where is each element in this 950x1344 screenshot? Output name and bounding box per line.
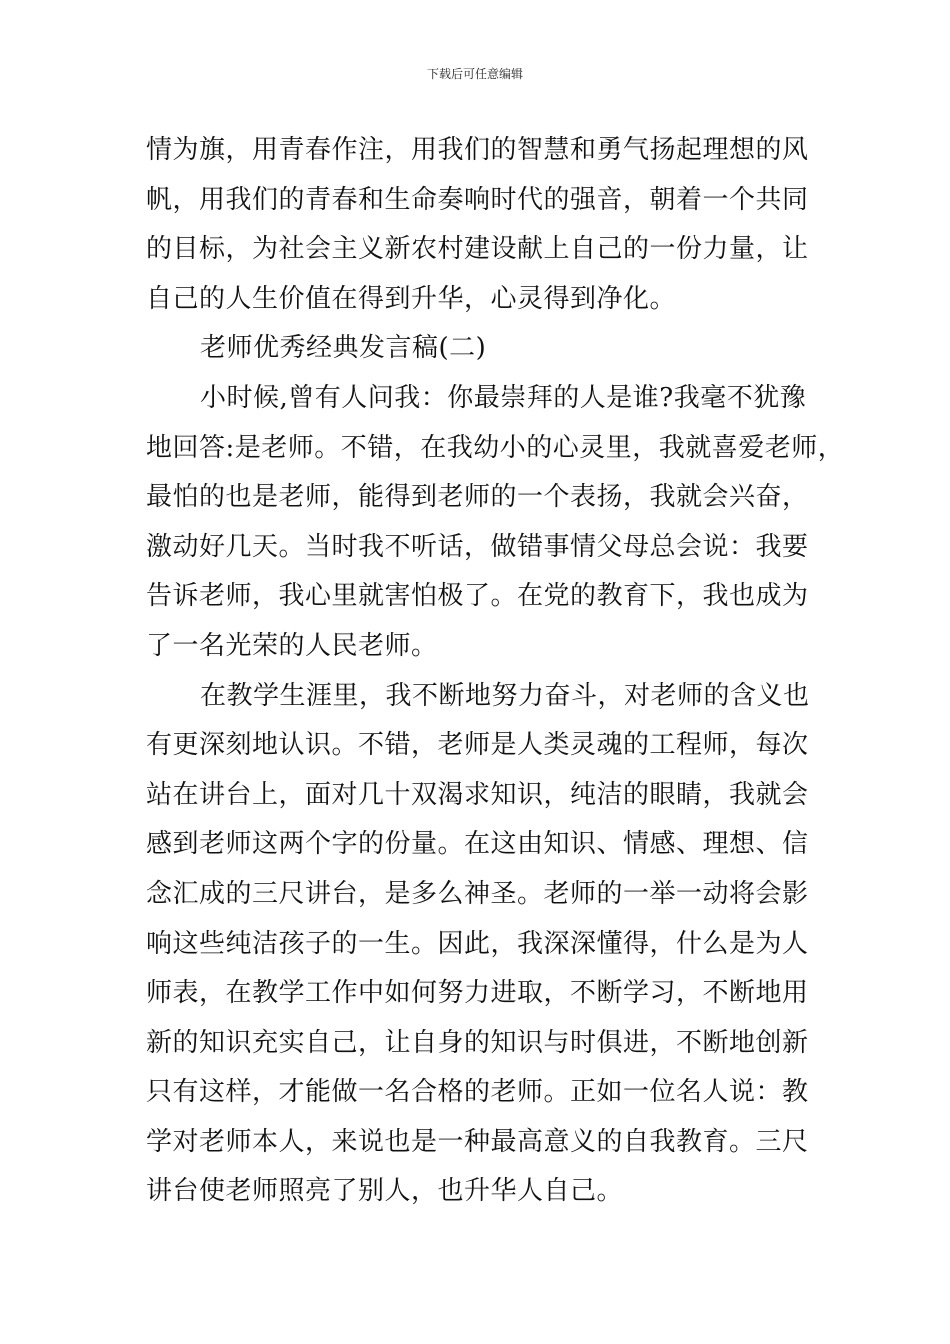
- text-line: 感到老师这两个字的份量。在这由知识、情感、理想、信: [146, 829, 809, 860]
- document-body: [146, 126, 845, 1217]
- text-line: 小时候,曾有人问我：你最崇拜的人是谁?我毫不犹豫: [200, 382, 807, 413]
- text-line: 学对老师本人，来说也是一种最高意义的自我教育。三尺: [146, 1126, 809, 1157]
- text-line: 新的知识充实自己，让自身的知识与时俱进，不断地创新: [146, 1027, 809, 1058]
- page-header: 下载后可任意编辑: [426, 67, 523, 81]
- text-line: 念汇成的三尺讲台，是多么神圣。老师的一举一动将会影: [146, 878, 809, 909]
- text-line: 地回答:是老师。不错，在我幼小的心灵里，我就喜爱老师，: [146, 432, 845, 463]
- text-line: 的目标，为社会主义新农村建设献上自己的一份力量，让: [146, 234, 809, 265]
- text-line: 告诉老师，我心里就害怕极了。在党的教育下，我也成为: [146, 581, 809, 612]
- text-line: 在教学生涯里，我不断地努力奋斗，对老师的含义也: [200, 680, 810, 711]
- text-line: 有更深刻地认识。不错，老师是人类灵魂的工程师，每次: [146, 730, 809, 761]
- text-line: 讲台使老师照亮了别人，也升华人自己。: [146, 1176, 624, 1207]
- text-line: 站在讲台上，面对几十双渴求知识，纯洁的眼睛，我就会: [146, 779, 809, 810]
- text-line: 师表，在教学工作中如何努力进取，不断学习，不断地用: [146, 978, 809, 1009]
- text-line: 最怕的也是老师，能得到老师的一个表扬，我就会兴奋，: [146, 482, 809, 513]
- text-line: 自己的人生价值在得到升华，心灵得到净化。: [146, 283, 677, 314]
- text-line: 激动好几天。当时我不听话，做错事情父母总会说：我要: [146, 531, 809, 562]
- text-line: 了一名光荣的人民老师。: [146, 630, 438, 661]
- text-line: 响这些纯洁孩子的一生。因此，我深深懂得，什么是为人: [146, 928, 809, 959]
- text-line: 情为旗，用青春作注，用我们的智慧和勇气扬起理想的风: [146, 135, 809, 165]
- section-heading: 老师优秀经典发言稿(二): [200, 333, 487, 364]
- text-line: 帆，用我们的青春和生命奏响时代的强音，朝着一个共同: [146, 184, 809, 215]
- text-line: 只有这样，才能做一名合格的老师。正如一位名人说：教: [146, 1077, 809, 1108]
